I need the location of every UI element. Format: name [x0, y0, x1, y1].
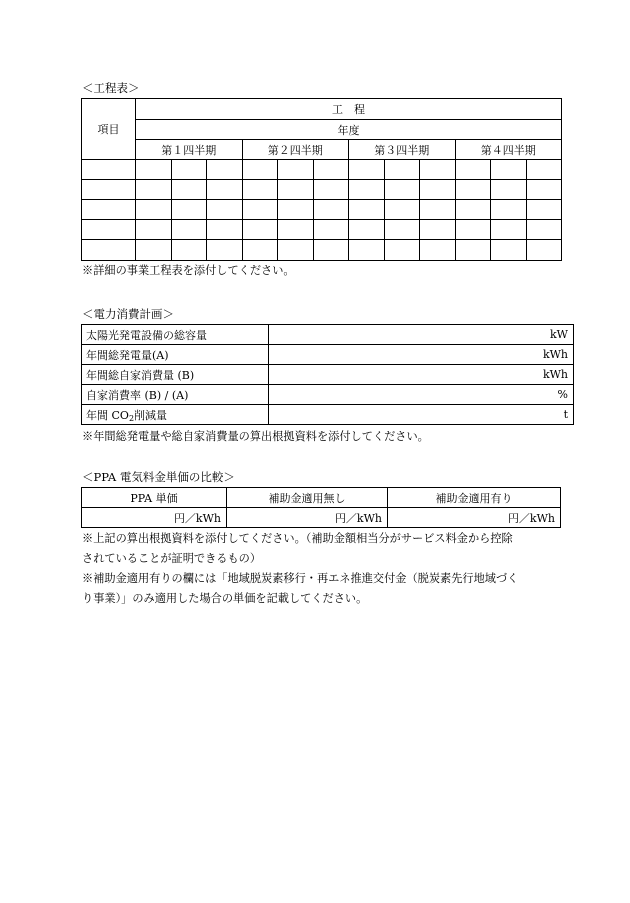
- power-unit: t: [269, 405, 574, 425]
- co2-subscript: 2: [128, 413, 135, 423]
- schedule-row: [82, 220, 562, 240]
- ppa-note-line: ※補助金適用有りの欄には「地域脱炭素移行・再エネ推進交付金（脱炭素先行地域づく: [82, 572, 519, 585]
- ppa-heading: ＜PPA 電気料金単価の比較＞: [82, 470, 235, 484]
- power-note: ※年間総発電量や総自家消費量の算出根拠資料を添付してください。: [82, 430, 429, 443]
- power-unit: kWh: [269, 365, 574, 385]
- power-row: [82, 405, 574, 425]
- ppa-table: [81, 487, 561, 528]
- power-row: [82, 345, 574, 365]
- ppa-note-line: ※上記の算出根拠資料を添付してください。（補助金額相当分がサービス料金から控除: [82, 532, 513, 545]
- power-label: 太陽光発電設備の総容量: [82, 325, 269, 345]
- ppa-value-unit-price: 円／kWh: [82, 508, 227, 528]
- power-row: [82, 365, 574, 385]
- ppa-note-line: されていることが証明できるもの）: [82, 552, 262, 565]
- schedule-item-header: 項目: [82, 99, 136, 160]
- quarter-3-header: 第３四半期: [349, 140, 456, 160]
- schedule-row: [82, 200, 562, 220]
- power-label: 年間総発電量(A): [82, 345, 269, 365]
- co2-label-prefix: 年間 CO: [86, 408, 129, 422]
- ppa-value-with-subsidy: 円／kWh: [388, 508, 561, 528]
- schedule-heading: ＜工程表＞: [82, 81, 140, 95]
- schedule-note: ※詳細の事業工程表を添付してください。: [82, 264, 295, 277]
- schedule-process-header: 工 程: [136, 99, 562, 120]
- power-row: [82, 385, 574, 405]
- schedule-row: [82, 180, 562, 200]
- ppa-value-no-subsidy: 円／kWh: [227, 508, 388, 528]
- ppa-note-line: り事業）」のみ適用した場合の単価を記載してください。: [82, 592, 368, 605]
- ppa-header-no-subsidy: 補助金適用無し: [227, 488, 388, 508]
- power-label: 自家消費率 (B) / (A): [82, 385, 269, 405]
- co2-label-suffix: 削減量: [134, 408, 168, 422]
- power-unit: kW: [269, 325, 574, 345]
- quarter-1-header: 第１四半期: [136, 140, 243, 160]
- power-label-co2: [82, 405, 269, 425]
- ppa-header-with-subsidy: 補助金適用有り: [388, 488, 561, 508]
- quarter-4-header: 第４四半期: [455, 140, 562, 160]
- ppa-header-unit-price: PPA 単価: [82, 488, 227, 508]
- power-table: [81, 324, 574, 425]
- power-unit: %: [269, 385, 574, 405]
- power-label: 年間総自家消費量 (B): [82, 365, 269, 385]
- schedule-row: [82, 240, 562, 261]
- schedule-table: [81, 98, 562, 261]
- power-unit: kWh: [269, 345, 574, 365]
- power-row: [82, 325, 574, 345]
- power-heading: ＜電力消費計画＞: [82, 307, 174, 321]
- schedule-row: [82, 160, 562, 180]
- schedule-year-header: 年度: [136, 120, 562, 140]
- quarter-2-header: 第２四半期: [242, 140, 349, 160]
